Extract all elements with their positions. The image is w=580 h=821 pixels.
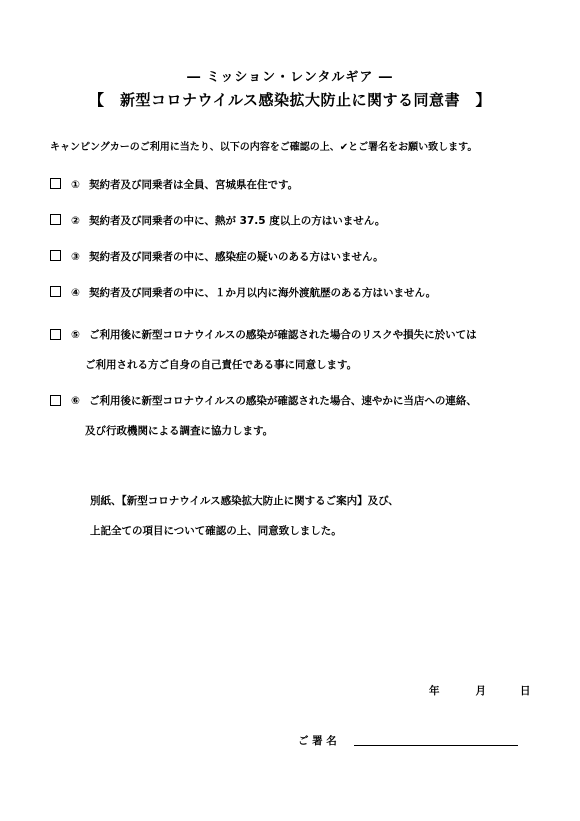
- signature-line[interactable]: [354, 745, 518, 746]
- checkbox[interactable]: [50, 250, 61, 261]
- signature-label: ご 署 名: [298, 735, 337, 747]
- checklist-item-1: [50, 176, 550, 194]
- item-text-line: 契約者及び同乗者の中に、１か月以内に海外渡航歴のある方はいません。: [89, 287, 437, 299]
- checkbox[interactable]: [50, 178, 61, 189]
- item-text-line: 契約者及び同乗者の中に、感染症の疑いのある方はいません。: [89, 251, 384, 263]
- agreement-line: 別紙、【新型コロナウイルス感染拡大防止に関するご案内】及び、: [90, 495, 399, 507]
- document-subtitle: ― ミッション・レンタルギア ―: [187, 70, 393, 85]
- item-text: [85, 320, 550, 380]
- item-text: [89, 248, 550, 266]
- checklist-item-3: [50, 248, 550, 266]
- date-month-label: 月: [475, 685, 486, 697]
- item-number: ⑥: [71, 395, 80, 407]
- item-number: ④: [71, 287, 80, 299]
- date-day-label: 日: [520, 685, 531, 697]
- consent-checklist: [50, 176, 550, 452]
- document-title: 【 新型コロナウイルス感染拡大防止に関する同意書 】: [88, 91, 492, 109]
- item-text: [85, 386, 550, 446]
- checklist-item-4: [50, 284, 550, 302]
- item-number: ⑤: [71, 329, 80, 341]
- item-text: [89, 284, 550, 302]
- checkbox[interactable]: [50, 329, 61, 340]
- date-year-label: 年: [429, 685, 440, 697]
- item-text-line: ご利用後に新型コロナウイルスの感染が確認された場合のリスクや損失に於いては: [89, 329, 477, 341]
- item-text-line: 契約者及び同乗者の中に、熱が 37.5 度以上の方はいません。: [89, 215, 386, 227]
- item-text-line: ご利用される方ご自身の自己責任である事に同意します。: [85, 359, 358, 371]
- checklist-item-6: [50, 386, 550, 446]
- item-number: ②: [71, 215, 80, 227]
- checkbox[interactable]: [50, 395, 61, 406]
- item-text: [89, 176, 550, 194]
- checkbox[interactable]: [50, 286, 61, 297]
- intro-text: キャンピングカーのご利用に当たり、以下の内容をご確認の上、✔とご署名をお願い致します。: [50, 142, 478, 153]
- checkbox[interactable]: [50, 214, 61, 225]
- date-field: [429, 683, 531, 698]
- agreement-line: 上記全ての項目について確認の上、同意致しました。: [90, 525, 342, 537]
- agreement-statement: [90, 486, 399, 546]
- item-number: ①: [71, 179, 80, 191]
- item-text: [89, 212, 550, 230]
- item-text-line: 契約者及び同乗者は全員、宮城県在住です。: [89, 179, 299, 191]
- item-text-line: ご利用後に新型コロナウイルスの感染が確認された場合、速やかに当店への連絡、: [89, 395, 477, 407]
- checklist-item-5: [50, 320, 550, 380]
- item-number: ③: [71, 251, 80, 263]
- item-text-line: 及び行政機関による調査に協力します。: [85, 425, 274, 437]
- checklist-item-2: [50, 212, 550, 230]
